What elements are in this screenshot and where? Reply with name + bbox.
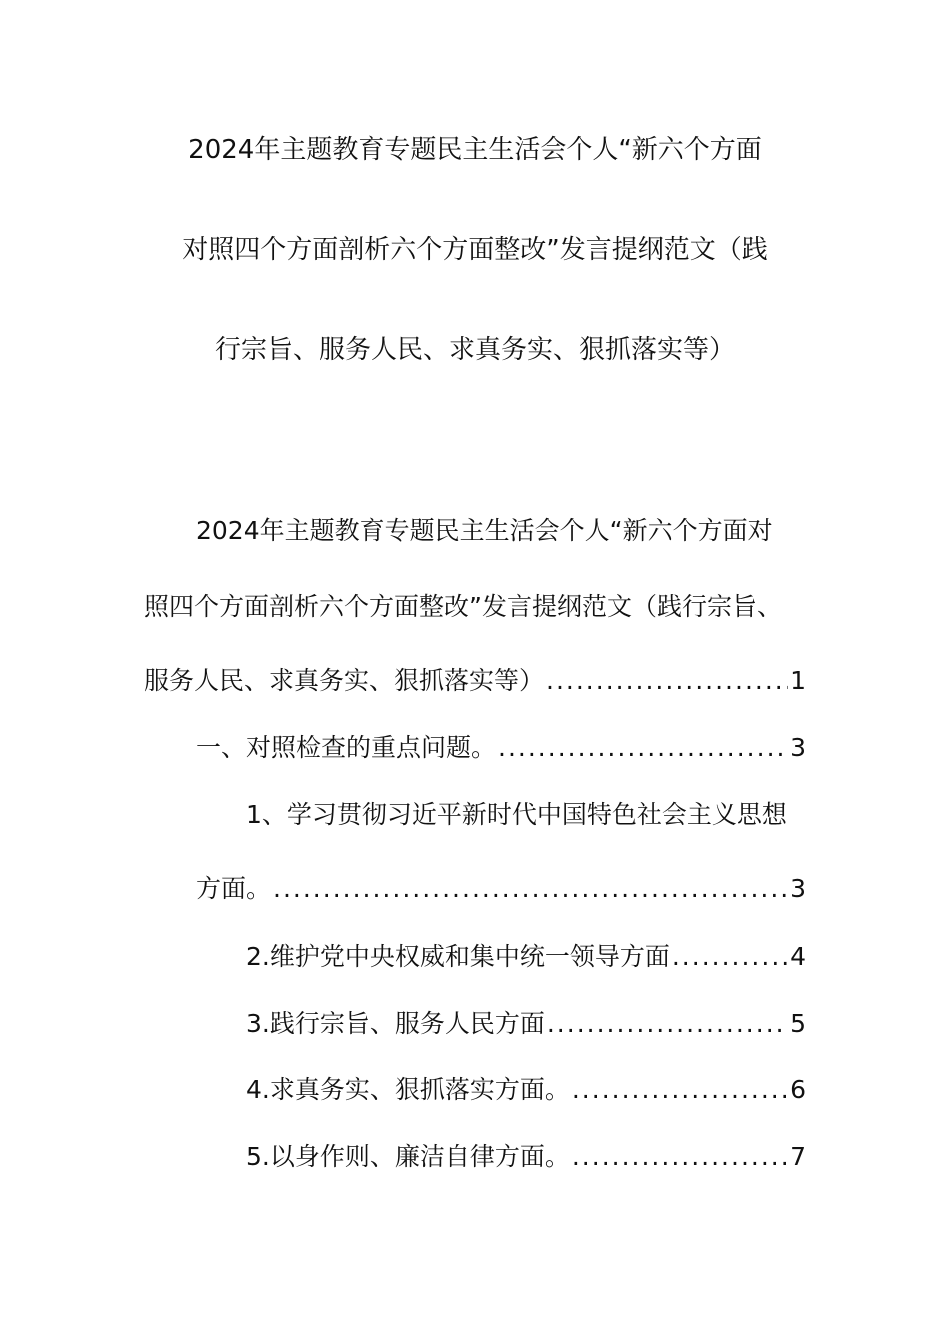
toc-page-number: 3 [790, 733, 806, 762]
toc-leader-dots [273, 872, 788, 906]
toc-leader-dots [546, 664, 788, 698]
toc-page-number: 1 [790, 666, 806, 695]
toc-entry-2[interactable] [196, 731, 806, 765]
toc-entry-text: 4.求真务实、狠抓落实方面。 [246, 1075, 570, 1104]
document-title-line-2: 对照四个方面剖析六个方面整改”发言提纲范文（践 [182, 235, 768, 265]
toc-entry-text: 5.以身作则、廉洁自律方面。 [246, 1142, 570, 1171]
toc-entry-1-line-1[interactable]: 2024年主题教育专题民主生活会个人“新六个方面对 [196, 516, 773, 545]
toc-leader-dots [572, 1073, 788, 1107]
toc-entry-text: 3.践行宗旨、服务人民方面 [246, 1009, 545, 1038]
toc-entry-3-line-1[interactable]: 1、学习贯彻习近平新时代中国特色社会主义思想 [246, 800, 787, 829]
toc-entry-4[interactable] [246, 940, 806, 974]
toc-leader-dots [547, 1007, 788, 1041]
toc-entry-text: 服务人民、求真务实、狠抓落实等） [144, 666, 545, 695]
toc-leader-dots [498, 731, 788, 765]
toc-entry-5[interactable] [246, 1007, 806, 1041]
toc-entry-text: 2.维护党中央权威和集中统一领导方面 [246, 942, 670, 971]
document-title-line-1: 2024年主题教育专题民主生活会个人“新六个方面 [188, 135, 762, 165]
toc-page-number: 6 [790, 1075, 806, 1104]
toc-page-number: 7 [790, 1142, 806, 1171]
toc-entry-1-line-3[interactable] [144, 664, 806, 698]
document-title-line-3: 行宗旨、服务人民、求真务实、狠抓落实等） [214, 335, 735, 365]
toc-entry-text: 方面。 [196, 874, 272, 903]
toc-page-number: 3 [790, 874, 806, 903]
toc-page-number: 5 [790, 1009, 806, 1038]
toc-entry-text: 一、对照检查的重点问题。 [196, 733, 497, 762]
toc-entry-7[interactable] [246, 1140, 806, 1174]
toc-leader-dots [572, 1140, 788, 1174]
toc-entry-3-line-2[interactable] [196, 872, 806, 906]
toc-leader-dots [672, 940, 788, 974]
toc-entry-1-line-2[interactable]: 照四个方面剖析六个方面整改”发言提纲范文（践行宗旨、 [144, 592, 782, 621]
toc-page-number: 4 [790, 942, 806, 971]
toc-entry-6[interactable] [246, 1073, 806, 1107]
